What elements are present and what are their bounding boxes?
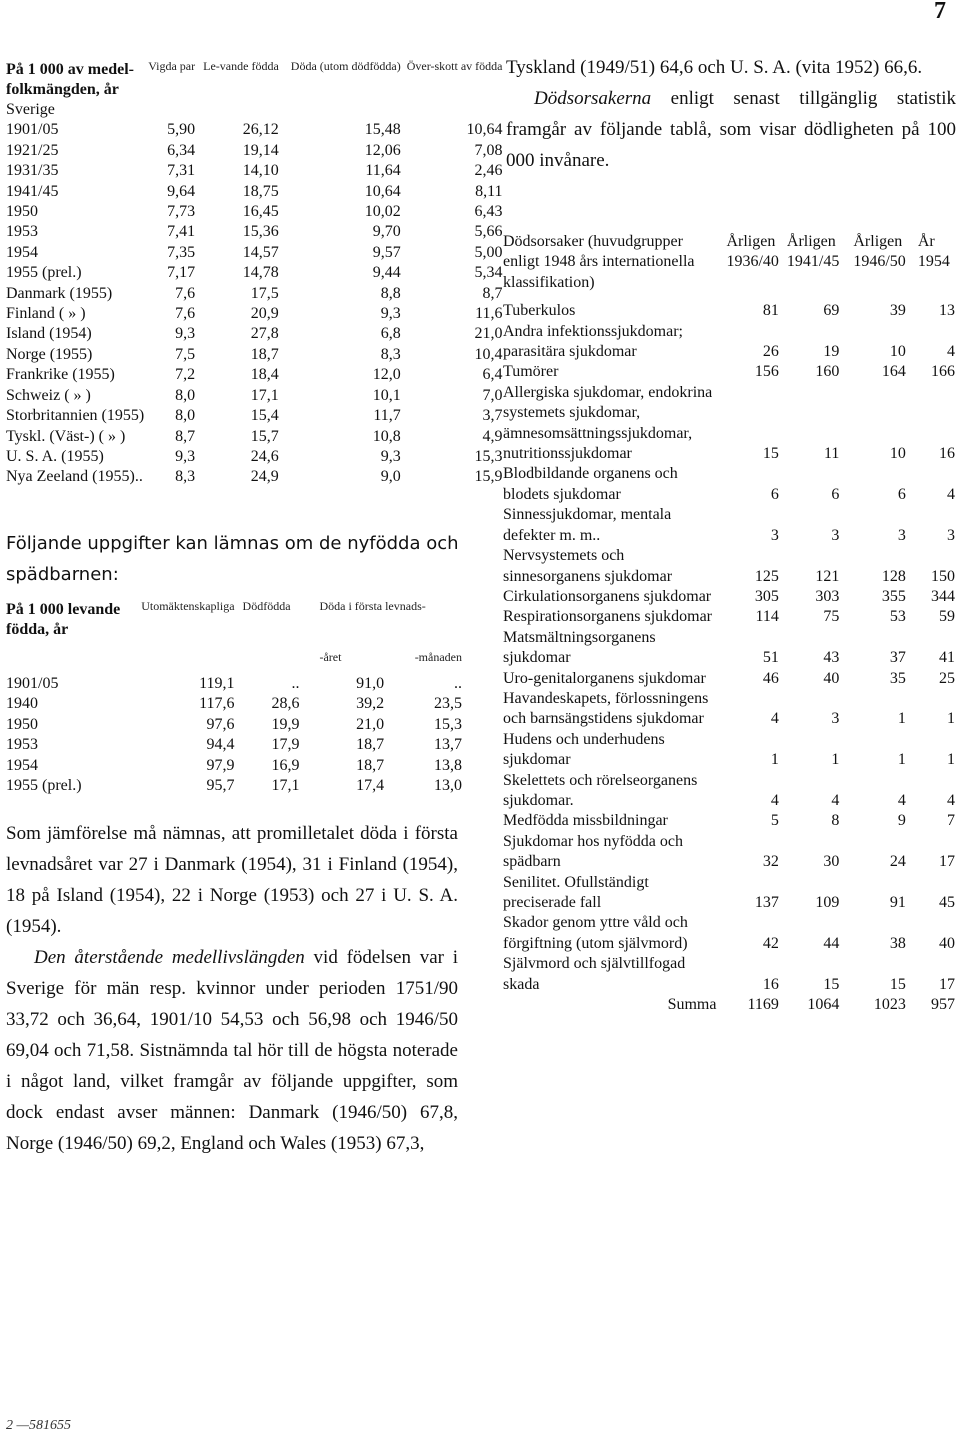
cell-value: 18,75 [242,182,279,200]
table-row [503,322,955,363]
cell-value: 7,31 [167,162,196,180]
table-row [503,811,955,831]
causes-of-death-paragraph [506,83,956,176]
table-row [6,141,503,161]
cell-value: 9 [897,812,906,830]
cell-value: 10 [889,343,906,361]
cell-value: 1 [947,710,955,728]
infant-mortality-comparison: Som jämförelse må nämnas, att promilletalet döda i första levnadsåret var 27 i Danmark (1954), 31 i Finland (1954), 18 på Island (1954), 22 i Norge (1953) och 27 i U. S. A. (1954). [6,823,458,937]
cell-value: 6,34 [167,141,196,159]
table-row [6,202,503,222]
cell-value: 15,3 [474,447,503,465]
cell-value: 1 [947,751,955,769]
cell-value: 41 [939,649,955,667]
cell-value: 3,7 [482,407,503,425]
cell-value: 1 [897,710,906,728]
left-text-block [6,818,458,1159]
cell-value: 18,7 [250,345,279,363]
table3-header-label: Dödsorsaker (huvudgrupper enligt 1948 års internationella klassifikation) [503,233,695,291]
row-label: Blodbildande organens och blodets sjukdomar [503,465,678,503]
cell-value: 8,0 [175,386,196,404]
cell-value: .. [291,675,300,692]
cell-value: 150 [931,567,955,585]
cell-value: 40 [939,934,955,952]
life-expectancy-text: vid födelsen var i Sverige för män resp. kvinnor under perioden 1751/90 33,72 och 36,64, 1901/10 54,53 och 56,98 och 1946/50 69,04 och 71,58. Sistnämnda tal hör till de högsta noterade i något land, vilket framgår av följande uppgifter, som dock endast avser männen: Danmark (1946/50) 67,8, Norge (1946/50) 69,2, England och Wales (1953) 67,3, [6,947,458,1154]
cell-value: 81 [762,302,779,320]
table2-col-head: Utomäktenskapliga [141,599,235,613]
cell-value: 4 [897,791,906,809]
cell-value: 355 [881,587,906,605]
table-row [503,832,955,873]
cell-value: 17,4 [356,777,385,795]
table3-total-value: 957 [931,996,955,1014]
cell-value: 15,4 [250,407,279,425]
cell-value: 4,9 [482,427,503,445]
cell-value: 13,7 [434,736,462,754]
cell-value: 24 [889,853,906,871]
cell-value: 19 [823,343,840,361]
cell-value: 17,1 [250,386,279,404]
cell-value: 2,46 [474,162,503,180]
table1-col-head: Döda (utom dödfödda) [290,59,401,73]
table-row [503,505,955,546]
cell-value: 39 [889,302,906,320]
table-row [6,674,462,694]
cell-value: 8,7 [175,427,196,445]
row-label: 1954 [6,243,38,261]
cell-value: 7,6 [175,305,196,323]
cell-value: 16,9 [271,756,300,774]
table3-total-value: 1169 [747,996,779,1014]
cell-value: 10,64 [466,121,503,139]
cell-value: 24,6 [250,447,279,465]
cell-value: 42 [762,934,779,952]
row-label: Uro-genitalorganens sjukdomar [503,669,706,687]
table-row [6,406,503,426]
cell-value: 6,43 [474,203,503,221]
cell-value: 344 [931,587,955,605]
cell-value: 39,2 [356,695,385,713]
row-label: 1953 [6,736,38,754]
table2-col-head: -året [319,649,342,664]
row-label: Skador genom yttre våld och förgiftning (utom självmord) [503,914,688,952]
row-label: Matsmältningsorganens sjukdomar [503,628,656,667]
cell-value: 9,57 [372,243,401,261]
cell-value: 137 [754,894,779,911]
cell-value: 303 [815,587,840,605]
table-row [6,447,503,467]
cell-value: 8,8 [380,284,401,302]
row-label: Norge (1955) [6,345,93,363]
cell-value: 5,00 [474,243,503,261]
life-expectancy-term: Den återstående medellivslängden [34,947,305,968]
cell-value: 37 [889,649,906,667]
table-row [503,383,955,465]
cell-value: 15,3 [434,715,462,733]
cell-value: 7,2 [175,366,196,384]
cell-value: 15 [762,445,779,463]
causes-of-death-table [503,232,955,1015]
cell-value: 17 [939,975,955,993]
row-label: Självmord och självtillfogad skada [503,955,686,993]
row-label: 1931/35 [6,162,59,180]
cell-value: 44 [823,934,840,952]
cell-value: 9,64 [167,182,196,200]
table-row [6,735,462,755]
cell-value: 17 [939,853,955,871]
cell-value: 91 [889,894,906,911]
table-row [6,365,503,385]
cell-value: 21,0 [474,325,503,343]
cell-value: 4 [770,791,779,809]
cell-value: 17,9 [271,736,300,754]
cell-value: 30 [823,853,840,871]
table2-header-label: På 1 000 levande födda, år [6,601,121,638]
table-row [6,427,503,447]
cell-value: .. [454,675,462,692]
cell-value: 114 [755,608,779,626]
cell-value: 17,1 [271,777,300,795]
cell-value: 7,73 [167,203,196,221]
cell-value: 40 [823,669,840,687]
row-label: Havandeskapets, förlossningens och barnsängstidens sjukdomar [503,689,709,728]
table-row [503,362,955,382]
cell-value: 3 [831,526,840,544]
cell-value: 26,12 [242,121,279,139]
cell-value: 10 [889,445,906,463]
row-label: 1955 (prel.) [6,264,82,282]
cell-value: 3 [831,710,840,728]
cell-value: 15,9 [474,468,503,486]
table2-col-head: -månaden [414,649,462,664]
table-row [503,771,955,812]
cell-value: 10,64 [364,182,401,200]
cell-value: 8,3 [380,345,401,363]
cell-value: 14,78 [242,264,279,282]
cell-value: 5,90 [167,121,196,139]
cell-value: 15 [889,975,906,993]
cell-value: 7,35 [167,243,196,261]
cell-value: 9,3 [175,447,196,465]
cell-value: 14,10 [242,162,279,180]
table-row [6,304,503,324]
table-row [503,587,955,607]
cell-value: 10,4 [474,345,503,363]
cell-value: 10,1 [372,386,401,404]
cell-value: 11,7 [373,407,401,425]
cell-value: 9,3 [175,325,196,343]
table3-total-value: 1064 [807,996,840,1014]
cell-value: 164 [881,363,906,381]
newborn-intro-paragraph: Följande uppgifter kan lämnas om de nyfödda och spädbarnen: [6,533,459,585]
cell-value: 7,5 [175,345,196,363]
causes-of-death-term: Dödsorsakerna [534,88,652,109]
cell-value: 6 [897,485,906,503]
cell-value: 12,06 [364,141,401,159]
cell-value: 43 [823,649,840,667]
row-label: Finland ( » ) [6,305,86,323]
cell-value: 1 [897,751,906,769]
table-row [503,607,955,627]
cell-value: 94,4 [206,736,235,754]
table-row [503,301,955,321]
cell-value: 11,64 [365,162,401,180]
cell-value: 91,0 [356,675,385,692]
cell-value: 15,36 [242,223,279,241]
page-number: 7 [934,0,946,24]
row-label: 1921/25 [6,141,59,159]
table1-section-label: Sverige [6,101,55,118]
life-expectancy-paragraph [6,942,458,1159]
cell-value: 11,6 [475,305,503,323]
cell-value: 16,45 [242,203,279,221]
cell-value: 51 [762,649,779,667]
causes-of-death-text: enligt senast tillgänglig statistik framgår av följande tablå, som visar dödligheten på 100 000 invånare. [506,88,956,171]
cell-value: 13,0 [434,777,462,795]
cell-value: 5 [770,812,779,830]
cell-value: 125 [754,567,779,585]
cell-value: 15,7 [250,427,279,445]
row-label: 1955 (prel.) [6,777,82,795]
row-label: Danmark (1955) [6,284,113,302]
table3-col-head: Årligen 1941/45 [786,233,840,271]
cell-value: 18,7 [356,756,385,774]
cell-value: 3 [947,526,955,544]
row-label: 1940 [6,695,38,713]
row-label: Nya Zeeland (1955).. [6,468,143,486]
table-row [503,689,955,730]
table2-col-head: Dödfödda [242,599,291,613]
table-row [6,182,503,202]
cell-value: 8,11 [475,182,503,200]
table-row [503,873,955,914]
cell-value: 14,57 [242,243,279,261]
cell-value: 97,9 [206,756,235,774]
cell-value: 156 [754,363,779,381]
table-row [6,243,503,263]
row-label: Island (1954) [6,325,92,343]
cell-value: 13,8 [434,756,462,774]
cell-value: 166 [931,363,955,381]
cell-value: 20,9 [250,305,279,323]
cell-value: 4 [947,791,955,809]
cell-value: 5,34 [474,264,503,282]
cell-value: 18,7 [356,736,385,754]
table3-total-label: Summa [667,996,717,1014]
row-label: 1901/05 [6,121,59,139]
table1-col-head: Vigda par [148,59,196,73]
table3-col-head: År 1954 [917,233,950,271]
cell-value: 7,08 [474,141,503,159]
cell-value: 7,6 [175,284,196,302]
cell-value: 8,0 [175,407,196,425]
row-label: 1953 [6,223,38,241]
cell-value: 35 [889,669,906,687]
cell-value: 160 [815,363,840,381]
cell-value: 95,7 [206,777,235,795]
cell-value: 53 [889,608,906,626]
table-row [503,628,955,669]
cell-value: 4 [947,485,955,503]
table-row [6,222,503,242]
row-label: Andra infektionssjukdomar; parasitära sjukdomar [503,322,683,361]
table3-col-head: Årligen 1946/50 [853,233,906,271]
cell-value: 45 [939,894,955,911]
row-label: Hudens och underhudens sjukdomar [503,730,665,769]
cell-value: 13 [939,302,955,320]
cell-value: 7,41 [167,223,196,241]
row-label: 1941/45 [6,182,59,200]
cell-value: 19,9 [271,715,300,733]
cell-value: 15,48 [364,121,401,139]
cell-value: 121 [815,567,840,585]
table3-col-head: Årligen 1936/40 [726,233,779,271]
cell-value: 9,3 [380,447,401,465]
table-row [6,776,462,796]
table-row [6,694,462,714]
cell-value: 21,0 [356,715,385,733]
cell-value: 1 [831,751,840,769]
table3-total-value: 1023 [873,996,906,1014]
row-label: Frankrike (1955) [6,366,115,384]
cell-value: 25 [939,669,955,687]
cell-value: 16 [939,445,955,463]
cell-value: 46 [762,669,779,687]
cell-value: 5,66 [474,223,503,241]
cell-value: 6 [770,485,779,503]
cell-value: 6,8 [380,325,401,343]
cell-value: 24,9 [250,468,279,486]
table-row [503,464,955,505]
cell-value: 15 [823,975,840,993]
table-row [6,263,503,283]
row-label: 1950 [6,715,38,733]
cell-value: 4 [947,343,955,361]
cell-value: 11 [823,445,840,463]
life-expectancy-continued: Tyskland (1949/51) 64,6 och U. S. A. (vita 1952) 66,6. [506,57,923,78]
cell-value: 12,0 [372,366,401,384]
table1-col-head: Le-vande födda [203,59,279,73]
cell-value: 6,4 [482,366,503,384]
cell-value: 7 [947,812,955,830]
cell-value: 7,0 [482,386,503,404]
table-row [6,756,462,776]
row-label: U. S. A. (1955) [6,447,104,465]
table-row [503,669,955,689]
cell-value: 109 [815,894,840,911]
newborn-table [6,600,462,796]
cell-value: 10,02 [364,203,401,221]
cell-value: 9,44 [372,264,401,282]
cell-value: 9,3 [380,305,401,323]
cell-value: 3 [897,526,906,544]
row-label: 1901/05 [6,675,59,692]
cell-value: 8,3 [175,468,196,486]
cell-value: 38 [889,934,906,952]
table-row [6,345,503,365]
cell-value: 8 [831,812,840,830]
table-row [6,386,503,406]
cell-value: 4 [770,710,779,728]
cell-value: 16 [762,975,779,993]
row-label: 1950 [6,203,38,221]
table-row [6,120,503,140]
cell-value: 97,6 [206,715,235,733]
cell-value: 19,14 [242,141,279,159]
table-row [503,546,955,587]
cell-value: 6 [831,485,840,503]
cell-value: 1 [770,751,779,769]
cell-value: 18,4 [250,366,279,384]
table-row [6,715,462,735]
cell-value: 10,8 [372,427,401,445]
cell-value: 305 [754,587,779,605]
table-row [6,161,503,181]
cell-value: 9,0 [380,468,401,486]
cell-value: 69 [823,302,840,320]
cell-value: 75 [823,608,840,626]
table2-col-head-group: Döda i första levnads- [319,599,426,613]
table-row [6,324,503,344]
row-label: Schweiz ( » ) [6,386,91,404]
row-label: Skelettets och rörelseorganens sjukdomar. [503,771,698,809]
row-label: Tyskl. (Väst-) ( » ) [6,427,126,445]
cell-value: 17,5 [250,284,279,302]
row-label: Sjukdomar hos nyfödda och spädbarn [503,832,683,871]
cell-value: 59 [939,608,955,626]
right-text-block [506,52,956,176]
row-label: Cirkulationsorganens sjukdomar [503,587,712,605]
population-rates-table [6,60,503,488]
row-label: Storbritannien (1955) [6,407,145,425]
row-label: Tumörer [503,363,559,381]
row-label: 1954 [6,756,38,774]
table-row [6,467,503,487]
table1-col-head: Över-skott av födda [406,59,503,73]
cell-value: 28,6 [271,695,300,713]
cell-value: 8,7 [482,284,503,302]
cell-value: 3 [770,526,779,544]
table-row [503,954,955,995]
cell-value: 32 [762,853,779,871]
table1-header-label: På 1 000 av medel-folkmängden, år [6,61,134,98]
row-label: Nervsystemets och sinnesorganens sjukdomar [503,547,673,585]
row-label: Medfödda missbildningar [503,812,668,830]
table-row [503,913,955,954]
cell-value: 27,8 [250,325,279,343]
cell-value: 7,17 [167,264,196,282]
row-label: Sinnessjukdomar, mentala defekter m. m.. [503,506,672,544]
cell-value: 4 [831,791,840,809]
row-label: Tuberkulos [503,302,576,320]
cell-value: 26 [762,343,779,361]
row-label: Senilitet. Ofullständigt preciserade fall [503,873,649,911]
row-label: Allergiska sjukdomar, endokrina systemets sjukdomar, ämnesomsättningssjukdomar, nutritionssjukdomar [503,383,713,463]
cell-value: 23,5 [434,695,462,713]
cell-value: 117,6 [199,695,235,713]
footer-code: 2 —581655 [6,1418,71,1433]
cell-value: 9,70 [372,223,401,241]
cell-value: 128 [881,567,906,585]
table-row [503,730,955,771]
table-row [6,284,503,304]
row-label: Respirationsorganens sjukdomar [503,608,713,626]
cell-value: 119,1 [199,675,235,692]
